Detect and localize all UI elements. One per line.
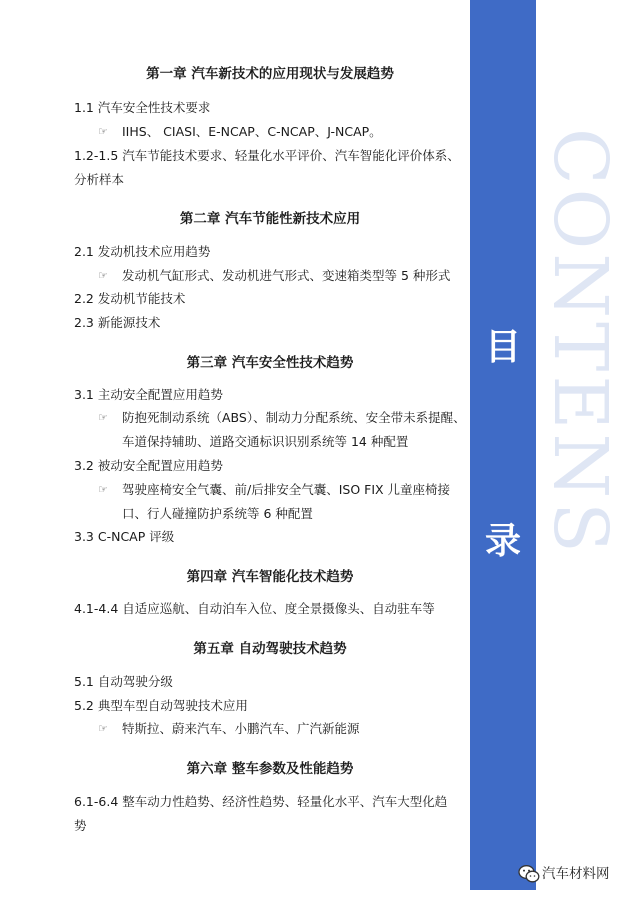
toc-item-6-1: 6.1-6.4 整车动力性趋势、经济性趋势、轻量化水平、汽车大型化趋 <box>74 794 448 809</box>
toc-item-2-3: 2.3 新能源技术 <box>74 315 161 330</box>
pointing-hand-icon: ☞ <box>98 125 108 138</box>
pointing-hand-icon: ☞ <box>98 483 108 496</box>
chapter-3-title: 第三章 汽车安全性技术趋势 <box>186 355 354 371</box>
toc-item-2-2: 2.2 发动机节能技术 <box>74 291 186 306</box>
watermark-text: 汽车材料网 <box>542 866 610 882</box>
chapter-4-title: 第四章 汽车智能化技术趋势 <box>186 569 354 585</box>
toc-item-3-3: 3.3 C-NCAP 评级 <box>74 529 175 544</box>
pointing-hand-icon: ☞ <box>98 411 108 424</box>
chapter-6-title: 第六章 整车参数及性能趋势 <box>186 761 354 777</box>
vertical-title-char-1: 目 <box>484 327 521 368</box>
toc-item-5-1: 5.1 自动驾驶分级 <box>74 674 173 689</box>
toc-item-3-1: 3.1 主动安全配置应用趋势 <box>74 387 223 402</box>
toc-item-4-1: 4.1-4.4 自适应巡航、自动泊车入位、度全景摄像头、自动驻车等 <box>74 601 435 616</box>
table-of-contents: 第一章 汽车新技术的应用现状与发展趋势 1.1 汽车安全性技术要求 ☞ IIHS、 CIASI、E-NCAP、C-NCAP、J-NCAP。 1.2-1.5 汽车节能技术要求、轻量化水平评价、汽车智能化评价体系、 分析样本 第二章 汽车节能性新技术应用 2.1 发动机技术应用趋势 ☞ 发动机气缸形式、发动机进气形式、变速箱类型等 5 种形式 2.2 发动机节能技术 2.3 新能源技术 第三章 汽车安全性技术趋势 3.1 主动安全配置应用趋势 ☞ 防抱死制动系统（ABS）、制动力分配系统、安全带未系提醒、 车道保持辅助、道路交通标识识别系统等 14 种配置 3.2 被动安全配置应用趋势 ☞ 驾驶座椅安全气囊、前/后排安全气囊、ISO FIX 儿童座椅接 口、行人碰撞防护系统等 6 种配置 3.3 C-NCAP 评级 第四章 汽车智能化技术趋势 4.1-4.4 自适应巡航、自动泊车入位、度全景摄像头、自动驻车等 第五章 自动驾驶技术趋势 5.1 自动驾驶分级 5.2 典型车型自动驾驶技术应用 ☞ 特斯拉、蔚来汽车、小鹏汽车、广汽新能源 第六章 整车参数及性能趋势 6.1-6.4 整车动力性趋势、经济性趋势、轻量化水平、汽车大型化趋 势 <box>74 66 466 833</box>
toc-item-6-1-cont: 势 <box>74 818 87 833</box>
sidebar-band <box>470 0 536 890</box>
pointing-hand-icon: ☞ <box>98 269 108 282</box>
chapter-2-title: 第二章 汽车节能性新技术应用 <box>179 211 361 227</box>
chapter-5-title: 第五章 自动驾驶技术趋势 <box>193 641 347 657</box>
toc-item-5-2: 5.2 典型车型自动驾驶技术应用 <box>74 698 248 713</box>
chapter-1-title: 第一章 汽车新技术的应用现状与发展趋势 <box>146 66 394 82</box>
vertical-title-char-2: 录 <box>484 521 521 562</box>
toc-item-1-2-cont: 分析样本 <box>74 172 125 187</box>
toc-item-1-1: 1.1 汽车安全性技术要求 <box>74 100 211 115</box>
toc-item-1-2: 1.2-1.5 汽车节能技术要求、轻量化水平评价、汽车智能化评价体系、 <box>74 148 460 163</box>
pointing-hand-icon: ☞ <box>98 722 108 735</box>
contents-word: CONTENS <box>537 128 623 557</box>
toc-item-3-2: 3.2 被动安全配置应用趋势 <box>74 458 223 473</box>
wechat-icon <box>518 864 540 884</box>
toc-item-2-1: 2.1 发动机技术应用趋势 <box>74 244 211 259</box>
